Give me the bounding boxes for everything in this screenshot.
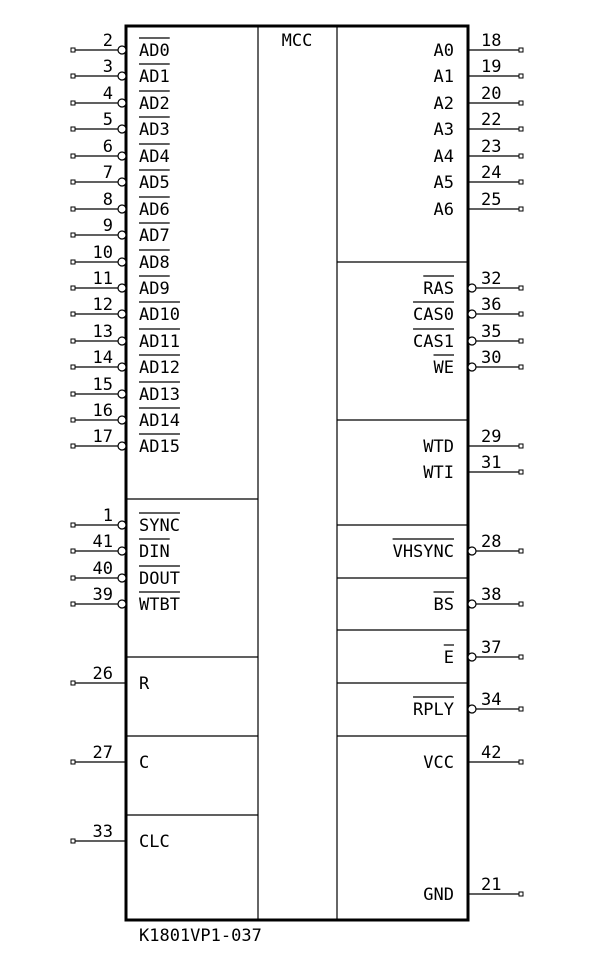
inversion-bubble <box>468 363 476 371</box>
pin-number: 35 <box>481 322 502 342</box>
inversion-bubble <box>118 152 126 160</box>
pin-label: R <box>139 674 150 694</box>
pin-29 <box>423 427 523 457</box>
pin-terminal <box>71 839 75 843</box>
inversion-bubble <box>468 310 476 318</box>
pin-terminal <box>71 681 75 685</box>
pin-32 <box>423 269 523 299</box>
pin-number: 33 <box>92 822 113 842</box>
pin-19 <box>434 57 523 87</box>
inversion-bubble <box>118 547 126 555</box>
inversion-bubble <box>118 46 126 54</box>
pin-label: A2 <box>433 94 454 114</box>
pin-terminal <box>71 233 75 237</box>
inversion-bubble <box>118 600 126 608</box>
pin-number: 7 <box>102 163 113 183</box>
pin-label: A1 <box>433 67 454 87</box>
pin-number: 37 <box>481 638 502 658</box>
pin-number: 2 <box>102 31 113 51</box>
ic-outline <box>126 26 468 920</box>
pin-25 <box>434 190 523 220</box>
pin-3 <box>71 57 170 87</box>
pin-28 <box>393 532 523 562</box>
pin-number: 10 <box>92 243 113 263</box>
inversion-bubble <box>118 337 126 345</box>
pin-label: A5 <box>433 173 454 193</box>
pin-label: WTBT <box>139 595 180 615</box>
pin-number: 38 <box>481 585 502 605</box>
pin-42 <box>423 743 523 773</box>
pin-number: 29 <box>481 427 502 447</box>
pin-terminal <box>519 339 523 343</box>
pin-terminal <box>519 760 523 764</box>
pin-number: 12 <box>92 295 113 315</box>
pin-number: 27 <box>92 743 113 763</box>
inversion-bubble <box>118 574 126 582</box>
pin-label: RPLY <box>413 700 454 720</box>
pin-terminal <box>71 602 75 606</box>
pin-23 <box>434 137 523 167</box>
pin-number: 31 <box>481 453 502 473</box>
pin-label: WTD <box>423 437 454 457</box>
inversion-bubble <box>118 125 126 133</box>
pin-terminal <box>71 523 75 527</box>
pin-4 <box>71 84 170 114</box>
pin-label: C <box>139 753 150 773</box>
pin-number: 17 <box>92 427 113 447</box>
pin-terminal <box>71 339 75 343</box>
pin-number: 18 <box>481 31 502 51</box>
inversion-bubble <box>118 363 126 371</box>
pin-terminal <box>519 180 523 184</box>
pin-label: AD11 <box>139 332 180 352</box>
pin-label: WE <box>433 358 454 378</box>
pin-label: AD2 <box>139 94 170 114</box>
pin-terminal <box>519 101 523 105</box>
pin-number: 8 <box>102 190 113 210</box>
pin-terminal <box>519 154 523 158</box>
pin-number: 16 <box>92 401 113 421</box>
inversion-bubble <box>468 547 476 555</box>
pin-label: A4 <box>433 147 454 167</box>
pin-terminal <box>71 127 75 131</box>
pin-number: 26 <box>92 664 113 684</box>
pin-terminal <box>71 549 75 553</box>
pin-terminal <box>519 74 523 78</box>
pin-41 <box>71 532 170 562</box>
pin-8 <box>71 190 170 220</box>
pin-7 <box>71 163 170 193</box>
pin-label: CLC <box>139 832 170 852</box>
pin-number: 34 <box>481 690 502 710</box>
pin-11 <box>71 269 170 299</box>
inversion-bubble <box>118 442 126 450</box>
inversion-bubble <box>468 653 476 661</box>
pin-30 <box>434 348 523 378</box>
pin-27 <box>71 743 149 773</box>
inversion-bubble <box>118 310 126 318</box>
pin-6 <box>71 137 170 167</box>
pin-terminal <box>71 286 75 290</box>
pin-terminal <box>519 892 523 896</box>
inversion-bubble <box>118 258 126 266</box>
pin-number: 11 <box>92 269 113 289</box>
pin-38 <box>434 585 523 615</box>
pin-terminal <box>71 101 75 105</box>
inversion-bubble <box>118 521 126 529</box>
pin-terminal <box>71 760 75 764</box>
pin-number: 28 <box>481 532 502 552</box>
pin-number: 20 <box>481 84 502 104</box>
pin-label: AD6 <box>139 200 170 220</box>
pin-terminal <box>71 74 75 78</box>
pin-label: RAS <box>423 279 454 299</box>
inversion-bubble <box>118 390 126 398</box>
pin-number: 36 <box>481 295 502 315</box>
pin-terminal <box>71 576 75 580</box>
pin-label: A6 <box>433 200 454 220</box>
pin-number: 23 <box>481 137 502 157</box>
pin-22 <box>434 110 523 140</box>
pin-terminal <box>519 707 523 711</box>
pin-terminal <box>519 127 523 131</box>
pin-label: AD4 <box>139 147 170 167</box>
pin-label: AD14 <box>139 411 180 431</box>
inversion-bubble <box>468 337 476 345</box>
pin-20 <box>434 84 523 114</box>
pin-number: 22 <box>481 110 502 130</box>
pin-number: 21 <box>481 875 502 895</box>
pin-number: 13 <box>92 322 113 342</box>
pin-number: 1 <box>102 506 113 526</box>
pin-9 <box>71 216 170 246</box>
inversion-bubble <box>118 72 126 80</box>
inversion-bubble <box>118 205 126 213</box>
pin-label: AD13 <box>139 385 180 405</box>
pin-label: CAS0 <box>413 305 454 325</box>
pin-label: AD8 <box>139 253 170 273</box>
pin-2 <box>71 31 170 61</box>
pin-31 <box>423 453 523 483</box>
pin-terminal <box>519 207 523 211</box>
pin-21 <box>423 875 523 905</box>
pin-terminal <box>519 549 523 553</box>
pin-number: 4 <box>102 84 113 104</box>
pin-label: VHSYNC <box>392 542 454 562</box>
pin-number: 39 <box>92 585 113 605</box>
pin-number: 30 <box>481 348 502 368</box>
ic-body <box>126 26 468 920</box>
pin-37 <box>444 638 523 668</box>
pin-label: BS <box>433 595 454 615</box>
pin-number: 9 <box>102 216 113 236</box>
pin-number: 42 <box>481 743 502 763</box>
pin-number: 14 <box>92 348 113 368</box>
pin-number: 5 <box>102 110 113 130</box>
pin-terminal <box>519 312 523 316</box>
pin-terminal <box>519 365 523 369</box>
pin-label: AD15 <box>139 437 180 457</box>
pin-number: 32 <box>481 269 502 289</box>
ic-title: MCC <box>281 31 313 51</box>
pin-26 <box>71 664 150 694</box>
pin-label: AD12 <box>139 358 180 378</box>
pin-label: AD10 <box>139 305 180 325</box>
pin-terminal <box>71 418 75 422</box>
pin-10 <box>71 243 170 273</box>
pin-number: 24 <box>481 163 502 183</box>
pin-label: CAS1 <box>413 332 454 352</box>
pin-terminal <box>519 286 523 290</box>
pin-terminal <box>519 655 523 659</box>
pin-label: DIN <box>139 542 170 562</box>
pin-terminal <box>71 180 75 184</box>
pin-label: AD5 <box>139 173 170 193</box>
pin-terminal <box>71 48 75 52</box>
pin-label: AD7 <box>139 226 170 246</box>
pin-33 <box>71 822 170 852</box>
right-pin-group <box>393 31 523 905</box>
pin-terminal <box>71 365 75 369</box>
pin-terminal <box>519 470 523 474</box>
pin-number: 6 <box>102 137 113 157</box>
pin-number: 25 <box>481 190 502 210</box>
inversion-bubble <box>118 231 126 239</box>
pin-number: 40 <box>92 559 113 579</box>
inversion-bubble <box>118 99 126 107</box>
inversion-bubble <box>118 284 126 292</box>
pin-label: AD9 <box>139 279 170 299</box>
inversion-bubble <box>468 284 476 292</box>
pin-label: AD1 <box>139 67 170 87</box>
pin-label: A0 <box>433 41 454 61</box>
pin-terminal <box>519 48 523 52</box>
pin-label: AD3 <box>139 120 170 140</box>
pin-label: WTI <box>423 463 454 483</box>
pin-terminal <box>71 260 75 264</box>
pin-terminal <box>71 207 75 211</box>
pin-24 <box>434 163 523 193</box>
pin-terminal <box>71 154 75 158</box>
part-number: K1801VP1-037 <box>139 926 262 946</box>
pin-label: SYNC <box>139 516 180 536</box>
pin-label: A3 <box>433 120 454 140</box>
pin-terminal <box>71 444 75 448</box>
inversion-bubble <box>118 416 126 424</box>
inversion-bubble <box>468 705 476 713</box>
pin-label: GND <box>423 885 454 905</box>
pin-label: DOUT <box>139 569 180 589</box>
pin-18 <box>434 31 523 61</box>
pin-label: AD0 <box>139 41 170 61</box>
pin-number: 19 <box>481 57 502 77</box>
pin-number: 3 <box>102 57 113 77</box>
pin-label: E <box>443 648 454 668</box>
pin-number: 41 <box>92 532 113 552</box>
pin-terminal <box>71 312 75 316</box>
pin-label: VCC <box>423 753 454 773</box>
pin-terminal <box>71 392 75 396</box>
pin-5 <box>71 110 170 140</box>
pin-number: 15 <box>92 375 113 395</box>
pin-terminal <box>519 602 523 606</box>
pin-terminal <box>519 444 523 448</box>
inversion-bubble <box>118 178 126 186</box>
inversion-bubble <box>468 600 476 608</box>
